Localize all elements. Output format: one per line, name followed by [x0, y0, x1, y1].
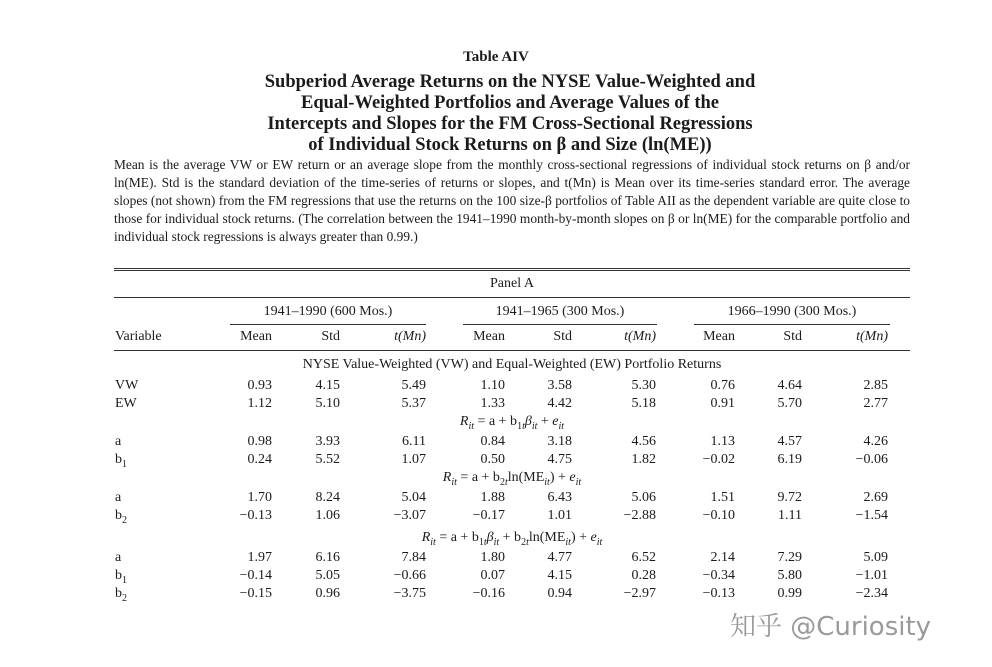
table-cell: 1.97 — [247, 550, 272, 565]
row-variable: a — [115, 434, 122, 449]
col-tmn-3: t(Mn) — [856, 329, 888, 344]
table-cell: 1.51 — [710, 490, 735, 505]
table-cell: 1.33 — [480, 396, 505, 411]
col-std-3: Std — [783, 329, 802, 344]
row-variable: VW — [115, 378, 139, 393]
row-variable: a — [115, 550, 122, 565]
table-cell: 5.37 — [401, 396, 426, 411]
table-cell: 0.98 — [247, 434, 272, 449]
table-cell: 2.77 — [863, 396, 888, 411]
table-cell: 0.91 — [710, 396, 735, 411]
table-cell: 5.05 — [315, 568, 340, 583]
table-cell: 1.11 — [778, 508, 802, 523]
table-cell: 1.10 — [480, 378, 505, 393]
table-cell: −0.14 — [239, 568, 272, 583]
table-cell: 7.29 — [777, 550, 802, 565]
table-cell: 0.96 — [315, 586, 340, 601]
table-cell: 4.56 — [631, 434, 656, 449]
table-cell: 1.70 — [247, 490, 272, 505]
table-cell: 4.42 — [547, 396, 572, 411]
table-cell: 1.01 — [547, 508, 572, 523]
period-2-underline — [463, 324, 657, 325]
table-cell: −0.17 — [472, 508, 505, 523]
header-rule — [114, 350, 910, 351]
period-header-3: 1966–1990 (300 Mos.) — [727, 304, 857, 319]
table-cell: 1.12 — [247, 396, 272, 411]
table-cell: 3.93 — [315, 434, 340, 449]
table-cell: 5.10 — [315, 396, 340, 411]
table-cell: 0.50 — [480, 452, 505, 467]
table-cell: 2.14 — [710, 550, 735, 565]
table-cell: 6.19 — [777, 452, 802, 467]
equation-1: $R_{it} = a + b_{1t}\beta_{it} + e_{it}$ — [459, 414, 565, 432]
table-cell: 5.18 — [631, 396, 656, 411]
table-cell: −0.34 — [702, 568, 735, 583]
row-variable: $b_2$ — [115, 508, 127, 526]
table-cell: 0.93 — [247, 378, 272, 393]
table-caption: Mean is the average VW or EW return or an average slope from the monthly cross-sectional regressions of individual stock returns on β and/or ln(ME). Std is the standard deviation of the time-series of returns or slopes, and t(Mn) is Mean over its time-series standard error. The average slopes (not shown) from the FM regressions that use the returns on the 100 size-β portfolios of Table AII as the dependent variable are quite close to those for individual stock returns. (The correlation between the 1941–1990 month-by-month slopes on β or ln(ME) for the comparable portfolio and individual stock regressions is always greater than 0.99.) — [114, 157, 910, 244]
table-cell: 3.18 — [547, 434, 572, 449]
table-cell: −0.10 — [702, 508, 735, 523]
table-cell: 6.11 — [402, 434, 426, 449]
table-cell: 5.09 — [863, 550, 888, 565]
table-cell: 6.52 — [631, 550, 656, 565]
table-cell: 1.13 — [710, 434, 735, 449]
row-variable: $b_1$ — [115, 568, 127, 586]
row-variable: $b_1$ — [115, 452, 127, 470]
table-cell: −0.13 — [702, 586, 735, 601]
table-cell: −2.97 — [623, 586, 656, 601]
table-cell: −0.15 — [239, 586, 272, 601]
table-cell: −3.07 — [393, 508, 426, 523]
row-variable: $b_2$ — [115, 586, 127, 604]
table-cell: 8.24 — [315, 490, 340, 505]
table-cell: 1.07 — [401, 452, 426, 467]
table-cell: 5.52 — [315, 452, 340, 467]
table-cell: 0.84 — [480, 434, 505, 449]
period-3-underline — [694, 324, 890, 325]
table-cell: 9.72 — [777, 490, 802, 505]
equation-2: $R_{it} = a + b_{2t}\ln(ME_{it}) + e_{it}$ — [442, 470, 582, 488]
table-cell: −2.34 — [855, 586, 888, 601]
row-variable: a — [115, 490, 122, 505]
table-cell: 7.84 — [401, 550, 426, 565]
watermark: 知乎 @Curiosity — [730, 612, 932, 642]
table-cell: 0.28 — [631, 568, 656, 583]
equation-3: $R_{it} = a + b_{1t}\beta_{it} + b_{2t}\ln(ME_{it}) + e_{it}$ — [421, 530, 603, 548]
table-cell: −0.06 — [855, 452, 888, 467]
col-mean-2: Mean — [473, 329, 505, 344]
table-label: Table AIV — [463, 49, 529, 65]
row-variable: EW — [115, 396, 137, 411]
panel-label: Panel A — [490, 276, 534, 291]
col-mean-1: Mean — [240, 329, 272, 344]
top-rule — [114, 268, 910, 269]
table-cell: −1.01 — [855, 568, 888, 583]
table-cell: 5.49 — [401, 378, 426, 393]
table-cell: 4.77 — [547, 550, 572, 565]
table-cell: 5.70 — [777, 396, 802, 411]
table-title-line-2: Equal-Weighted Portfolios and Average Values of the — [301, 93, 719, 113]
table-cell: 4.26 — [863, 434, 888, 449]
table-cell: 6.43 — [547, 490, 572, 505]
table-cell: 6.16 — [315, 550, 340, 565]
table-cell: 4.15 — [547, 568, 572, 583]
table-cell: 1.06 — [315, 508, 340, 523]
table-cell: −2.88 — [623, 508, 656, 523]
panel-rule — [114, 297, 910, 298]
col-std-1: Std — [321, 329, 340, 344]
section-title: NYSE Value-Weighted (VW) and Equal-Weighted (EW) Portfolio Returns — [302, 357, 722, 372]
period-header-2: 1941–1965 (300 Mos.) — [495, 304, 625, 319]
table-cell: 1.80 — [480, 550, 505, 565]
table-cell: 4.15 — [315, 378, 340, 393]
table-cell: 1.82 — [631, 452, 656, 467]
table-cell: 3.58 — [547, 378, 572, 393]
table-cell: −0.02 — [702, 452, 735, 467]
table-title-line-4: of Individual Stock Returns on β and Size (ln(ME)) — [308, 135, 712, 155]
table-title-line-3: Intercepts and Slopes for the FM Cross-Sectional Regressions — [267, 114, 753, 134]
table-cell: 4.75 — [547, 452, 572, 467]
table-cell: 4.64 — [777, 378, 802, 393]
col-tmn-1: t(Mn) — [394, 329, 426, 344]
table-cell: 1.88 — [480, 490, 505, 505]
table-cell: 5.06 — [631, 490, 656, 505]
table-cell: 5.30 — [631, 378, 656, 393]
table-cell: 0.94 — [547, 586, 572, 601]
table-cell: 5.04 — [401, 490, 426, 505]
table-cell: −0.13 — [239, 508, 272, 523]
table-cell: 0.76 — [710, 378, 735, 393]
table-cell: 2.69 — [863, 490, 888, 505]
table-title-line-1: Subperiod Average Returns on the NYSE Value-Weighted and — [264, 72, 756, 92]
table-cell: 4.57 — [777, 434, 802, 449]
table-cell: −1.54 — [855, 508, 888, 523]
table-cell: 2.85 — [863, 378, 888, 393]
top-rule-double — [114, 270, 910, 271]
col-tmn-2: t(Mn) — [624, 329, 656, 344]
table-cell: 0.99 — [777, 586, 802, 601]
col-std-2: Std — [553, 329, 572, 344]
table-cell: −0.66 — [393, 568, 426, 583]
col-mean-3: Mean — [703, 329, 735, 344]
period-1-underline — [230, 324, 426, 325]
table-cell: −0.16 — [472, 586, 505, 601]
table-cell: 0.07 — [480, 568, 505, 583]
table-cell: 0.24 — [247, 452, 272, 467]
period-header-1: 1941–1990 (600 Mos.) — [263, 304, 393, 319]
table-cell: −3.75 — [393, 586, 426, 601]
variable-header: Variable — [115, 329, 162, 344]
table-cell: 5.80 — [777, 568, 802, 583]
